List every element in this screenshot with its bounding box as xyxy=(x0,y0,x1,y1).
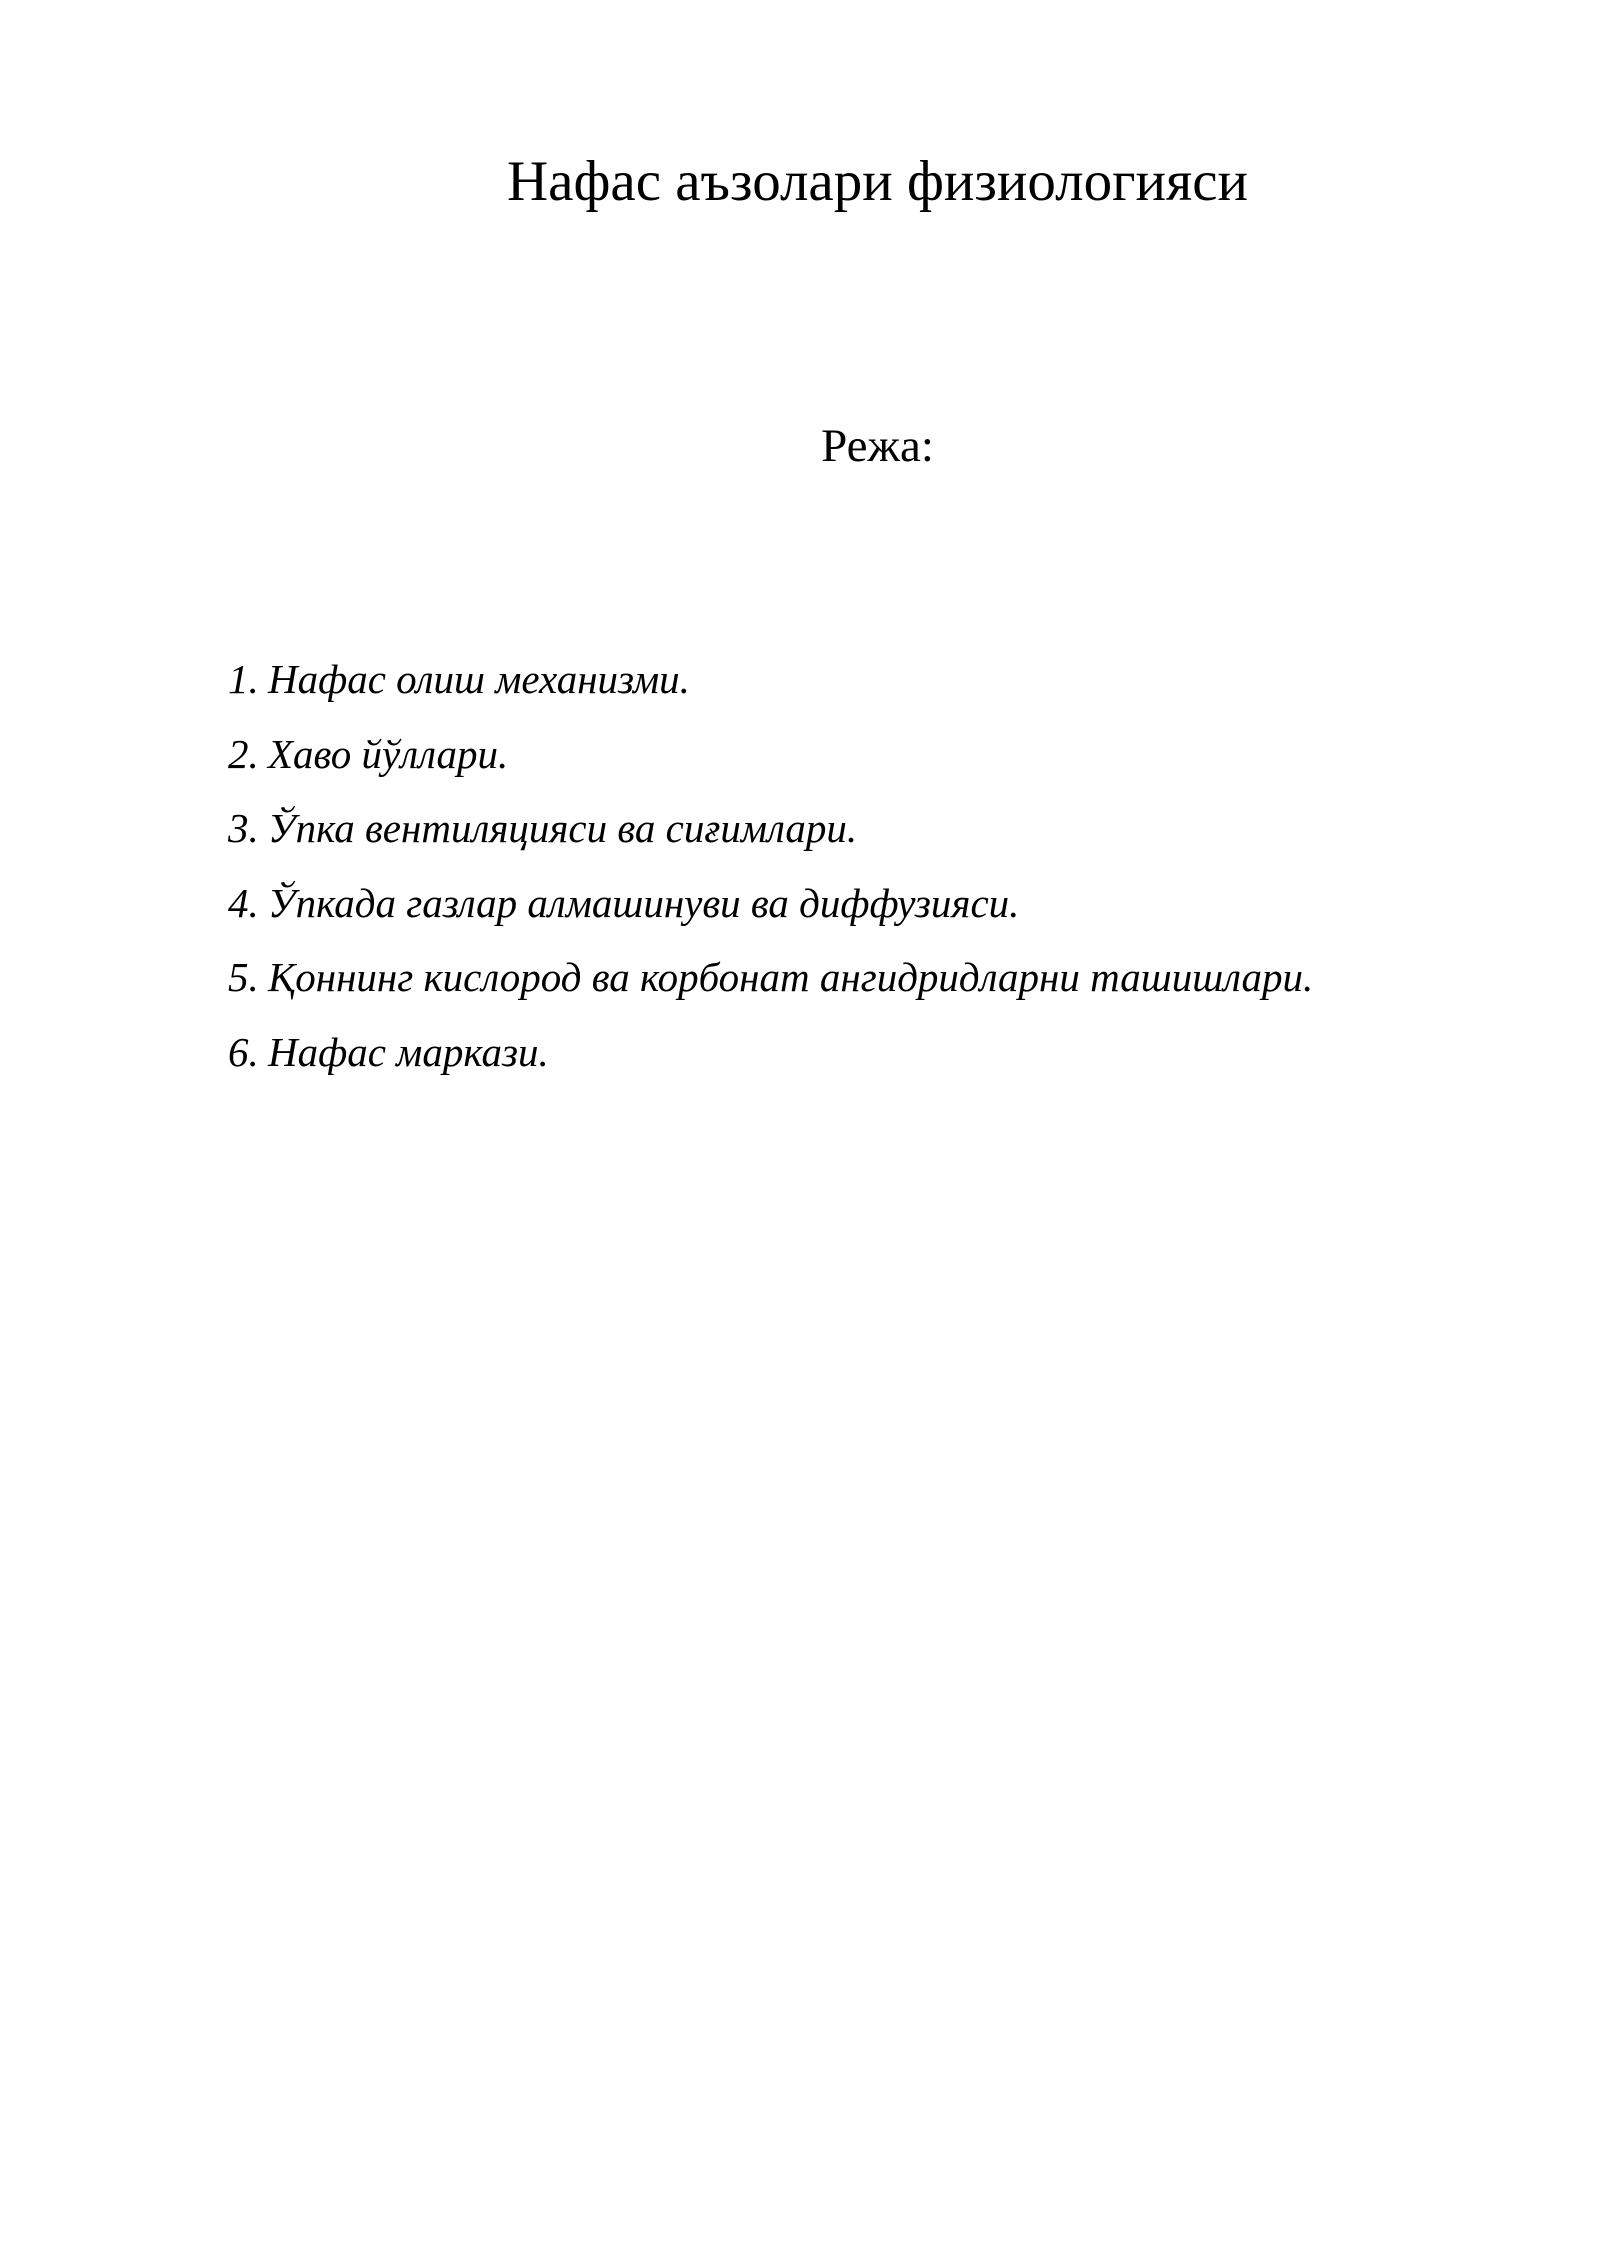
plan-item-text: Қоннинг кислород ва корбонат ангидридларни ташишлари. xyxy=(268,954,1314,1000)
plan-item-5 xyxy=(228,950,1313,1025)
plan-item-number: 6. xyxy=(228,1028,259,1075)
plan-list xyxy=(228,652,1313,1099)
plan-item-text: Хаво йўллари. xyxy=(268,730,509,777)
plan-heading: Режа: xyxy=(821,420,934,472)
plan-item-2 xyxy=(228,727,1313,802)
plan-item-3 xyxy=(228,801,1313,876)
plan-item-text: Нафас маркази. xyxy=(268,1028,549,1075)
plan-item-number: 2. xyxy=(228,730,259,777)
plan-item-4 xyxy=(228,876,1313,951)
plan-item-text: Ўпкада газлар алмашинуви ва диффузияси. xyxy=(268,879,1020,926)
plan-item-text: Ўпка вентиляцияси ва сиғимлари. xyxy=(268,805,858,851)
plan-item-6 xyxy=(228,1025,1313,1100)
plan-item-number: 3. xyxy=(228,805,259,851)
plan-item-number: 4. xyxy=(228,879,259,926)
plan-item-text: Нафас олиш механизми. xyxy=(268,656,690,702)
page-title: Нафас аъзолари физиологияси xyxy=(507,150,1248,213)
plan-item-number: 5. xyxy=(228,954,259,1000)
plan-item-number: 1. xyxy=(228,656,259,702)
plan-item-1 xyxy=(228,652,1313,727)
